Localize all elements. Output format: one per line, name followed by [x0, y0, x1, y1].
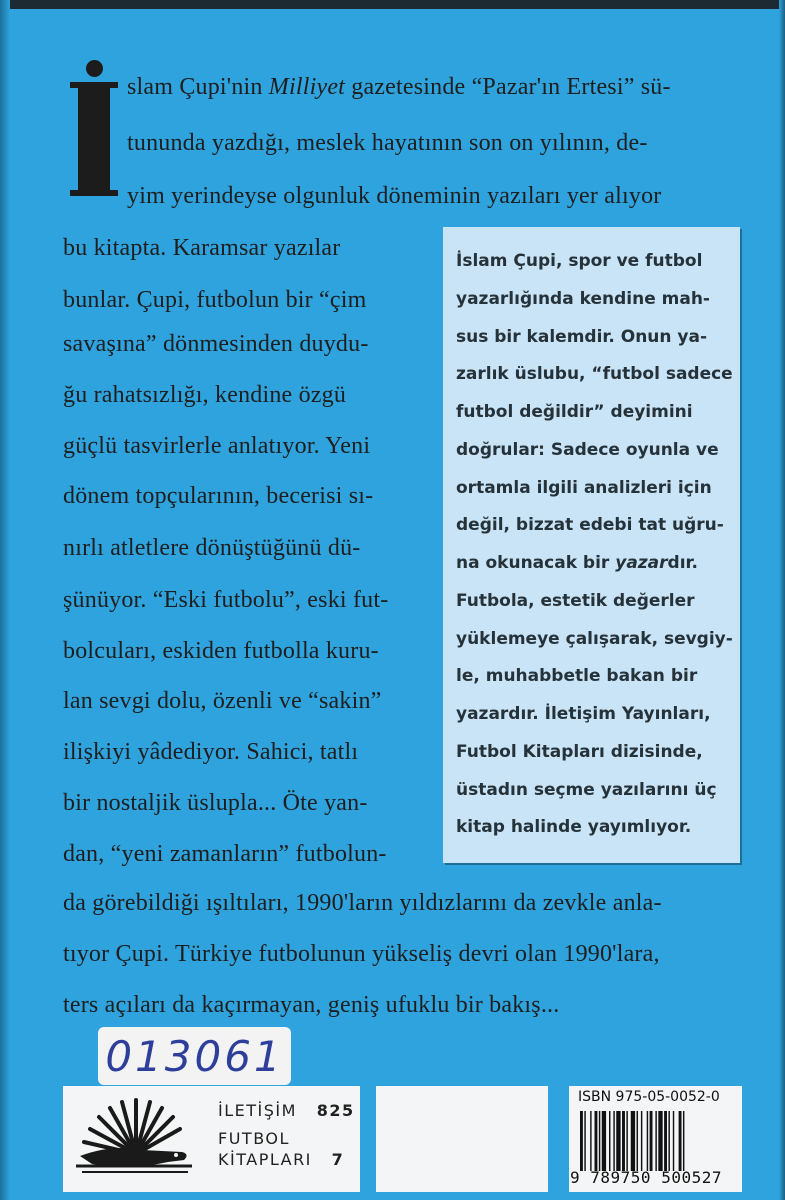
quote-line-8: değil, bizzat edebi tat uğru-	[456, 515, 724, 535]
body-line-15: bir nostaljik üslupla... Öte yan-	[63, 790, 368, 816]
barcode-bar	[613, 1111, 614, 1171]
quote-line-7: ortamla ilgili analizleri için	[456, 478, 712, 498]
barcode-bar	[658, 1111, 662, 1171]
barcode-bar	[650, 1111, 653, 1171]
body-line-3: yim yerindeyse olgunluk döneminin yazıları yer alıyor	[127, 183, 662, 209]
body-line-14: ilişkiyi yâdediyor. Sahici, tatlı	[63, 739, 359, 765]
quote-line-6: doğrular: Sadece oyunla ve	[456, 440, 719, 460]
body-line-5: bunlar. Çupi, futbolun bir “çim	[63, 287, 367, 313]
body-line-18: tıyor Çupi. Türkiye futbolunun yükseliş devri olan 1990'lara,	[63, 941, 660, 967]
barcode-bar	[622, 1111, 625, 1171]
barcode-bar	[673, 1111, 674, 1171]
body-line-19: ters açıları da kaçırmayan, geniş ufuklu bir bakış...	[63, 992, 560, 1018]
barcode-bar	[602, 1111, 606, 1171]
body-line-8: güçlü tasvirlerle anlatıyor. Yeni	[63, 433, 371, 459]
isbn-label: ISBN 975-05-0052-0	[578, 1089, 720, 1105]
barcode-bar	[683, 1111, 684, 1171]
quote-line-5: futbol değildir” deyimini	[456, 402, 693, 422]
barcode-bar	[668, 1111, 669, 1171]
handwritten-stamp: 013061	[98, 1027, 291, 1085]
barcode-digits: 9 789750 500527	[570, 1168, 722, 1187]
quote-line-3: sus bir kalemdir. Onun ya-	[456, 327, 708, 347]
left-edge-shadow	[0, 0, 10, 1200]
barcode-bar	[647, 1111, 648, 1171]
body-line-1: slam Çupi'nin Milliyet gazetesinde “Pazar'ın Ertesi” sü-	[127, 74, 671, 100]
publisher-logo-icon	[72, 1092, 200, 1184]
quote-line-1: İslam Çupi, spor ve futbol	[456, 251, 703, 271]
quote-line-10: Futbola, estetik değerler	[456, 591, 695, 611]
quote-line-16: kitap halinde yayımlıyor.	[456, 817, 692, 837]
publisher-name: İLETİŞİM 825	[218, 1101, 355, 1120]
body-line-17: da görebildiği ışıltıları, 1990'ların yıldızlarını da zevkle anla-	[63, 890, 662, 916]
body-line-13: lan sevgi dolu, özenli ve “sakin”	[63, 688, 382, 714]
barcode-bar	[584, 1111, 585, 1171]
barcode-bar	[595, 1111, 598, 1171]
quote-box	[443, 227, 740, 863]
quote-line-13: yazardır. İletişim Yayınları,	[456, 704, 711, 724]
barcode-bar	[616, 1111, 620, 1171]
series-line-2: KİTAPLARI 7	[218, 1150, 345, 1169]
quote-line-15: üstadın seçme yazılarını üç	[456, 780, 717, 800]
barcode-bar	[599, 1111, 600, 1171]
barcode-bar	[590, 1111, 591, 1171]
barcode	[578, 1111, 734, 1171]
body-line-2: tununda yazdığı, meslek hayatının son on yılının, de-	[127, 130, 648, 156]
quote-line-9: na okunacak bir yazardır.	[456, 553, 698, 573]
body-line-10: nırlı atletlere dönüştüğünü dü-	[63, 535, 361, 561]
quote-line-11: yüklemeye çalışarak, sevgiy-	[456, 629, 733, 649]
barcode-bar	[580, 1111, 583, 1171]
top-edge	[0, 0, 785, 9]
body-line-9: dönem topçularının, becerisi sı-	[63, 483, 374, 509]
body-line-6: savaşına” dönmesinden duydu-	[63, 331, 369, 357]
quote-line-2: yazarlığında kendine mah-	[456, 289, 710, 309]
body-line-11: şünüyor. “Eski futbolu”, eski fut-	[63, 587, 389, 613]
series-line-1: FUTBOL	[218, 1129, 290, 1148]
body-line-4: bu kitapta. Karamsar yazılar	[63, 235, 341, 261]
quote-line-12: le, muhabbetle bakan bir	[456, 666, 698, 686]
barcode-bar	[679, 1111, 682, 1171]
body-line-7: ğu rahatsızlığı, kendine özgü	[63, 382, 347, 408]
body-line-16: dan, “yeni zamanların” futbolun-	[63, 841, 387, 867]
barcode-bar	[641, 1111, 642, 1171]
quote-line-4: zarlık üslubu, “futbol sadece	[456, 364, 733, 384]
barcode-bar	[655, 1111, 656, 1171]
quote-line-14: Futbol Kitapları dizisinde,	[456, 742, 703, 762]
right-edge-shadow	[779, 0, 785, 1200]
barcode-bar	[664, 1111, 667, 1171]
barcode-bar	[626, 1111, 627, 1171]
barcode-bar	[609, 1111, 610, 1171]
barcode-bar	[637, 1111, 638, 1171]
blank-panel	[376, 1086, 548, 1192]
barcode-bar	[631, 1111, 635, 1171]
body-line-12: bolcuları, eskiden futbolla kuru-	[63, 638, 379, 664]
